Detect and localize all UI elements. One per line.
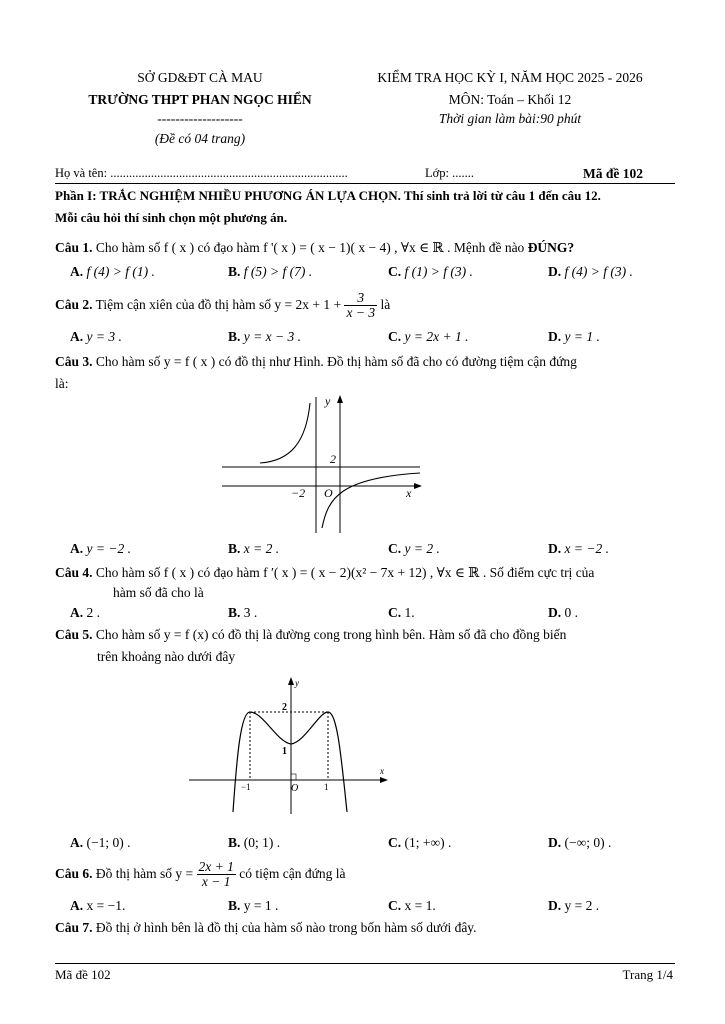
footer-exam-code: Mã đề 102 — [55, 967, 111, 982]
pages-note: (Đề có 04 trang) — [154, 131, 246, 146]
left-branch — [260, 403, 310, 463]
option-a — [70, 898, 125, 914]
question-emphasis: ĐÚNG? — [524, 240, 575, 255]
question-text: Đồ thị hàm số y = — [95, 865, 194, 881]
question-text: Đồ thị ở hình bên là đồ thị của hàm số nào trong bốn hàm số dưới đây. — [95, 920, 477, 935]
option-letter: C. — [388, 605, 402, 620]
question-number: Câu 6. — [55, 865, 93, 881]
option-text: y = 1 . — [564, 329, 600, 344]
option-text: x = 2 . — [243, 541, 280, 556]
label-plus-1: 1 — [324, 782, 329, 792]
fraction — [344, 291, 377, 320]
option-text: y = 2 . — [564, 898, 600, 913]
question-number: Câu 1. — [55, 240, 93, 255]
question-6 — [55, 860, 675, 889]
exam-code: Mã đề 102 — [583, 166, 643, 181]
option-text: 0 . — [564, 605, 578, 620]
option-b — [228, 898, 278, 914]
option-text: x = −1. — [86, 898, 126, 913]
option-letter: A. — [70, 329, 84, 344]
right-angle-marker — [291, 774, 296, 780]
school-name: TRƯỜNG THPT PHAN NGỌC HIỂN — [88, 92, 312, 107]
option-d — [548, 541, 609, 557]
option-d — [548, 605, 578, 621]
option-letter: B. — [228, 605, 241, 620]
option-letter: C. — [388, 835, 402, 850]
question-4 — [55, 565, 675, 581]
question-5-graph — [185, 674, 395, 816]
option-d — [548, 898, 599, 914]
option-text: y = 2x + 1 . — [404, 329, 469, 344]
option-d — [548, 329, 600, 345]
option-letter: B. — [228, 541, 241, 556]
header-rule — [55, 183, 675, 184]
question-text: Tiệm cận xiên của đồ thị hàm số y = 2x + 1 + — [95, 296, 342, 312]
option-b — [228, 329, 301, 345]
option-letter: D. — [548, 835, 562, 850]
option-d — [548, 835, 611, 851]
part1-heading: Phần I: TRẮC NGHIỆM NHIỀU PHƯƠNG ÁN LỰA CHỌN. Thí sinh trả lời từ câu 1 đến câu 12. — [55, 188, 601, 203]
fraction-numerator: 2x + 1 — [198, 859, 234, 874]
fraction-denominator: x − 3 — [346, 305, 376, 321]
subject: MÔN: Toán – Khối 12 — [448, 92, 572, 107]
origin-label: O — [291, 783, 299, 794]
option-letter: D. — [548, 329, 562, 344]
x-axis-arrow — [414, 483, 422, 489]
footer-page-number: Trang 1/4 — [622, 967, 673, 982]
option-text: (−1; 0) . — [86, 835, 131, 850]
question-3 — [55, 354, 675, 370]
option-letter: B. — [228, 329, 241, 344]
option-letter: C. — [388, 898, 402, 913]
option-text: (1; +∞) . — [404, 835, 452, 850]
x-axis-arrow — [380, 777, 388, 783]
option-letter: D. — [548, 898, 562, 913]
fraction-denominator: x − 1 — [197, 874, 236, 889]
label-2: 2 — [282, 702, 287, 713]
option-text: 3 . — [243, 605, 258, 620]
option-text: y = 1 . — [243, 898, 279, 913]
option-letter: C. — [388, 541, 402, 556]
option-letter: B. — [228, 835, 241, 850]
y-label: y — [295, 678, 299, 688]
question-text-end: có tiệm cận đứng là — [239, 865, 346, 881]
header-divider: ------------------- — [157, 111, 243, 126]
option-c — [388, 264, 473, 280]
question-3-graph — [220, 393, 425, 535]
option-letter: A. — [70, 835, 84, 850]
department-name: SỞ GD&ĐT CÀ MAU — [137, 70, 263, 85]
option-a — [70, 264, 155, 280]
option-a — [70, 541, 131, 557]
question-number: Câu 4. — [55, 565, 93, 580]
option-c — [388, 835, 451, 851]
question-text: Cho hàm số f ( x ) có đạo hàm f '( x ) = ( x − 1)( x − 4) , ∀x ∈ ℝ . Mệnh đề nào — [95, 240, 525, 255]
question-5 — [55, 627, 675, 643]
option-letter: C. — [388, 264, 402, 279]
question-number: Câu 3. — [55, 354, 93, 369]
fraction-numerator: 3 — [357, 290, 365, 305]
class-field: Lớp: ....... — [425, 166, 474, 180]
option-letter: A. — [70, 541, 84, 556]
option-text: y = 2 . — [404, 541, 440, 556]
option-letter: B. — [228, 898, 241, 913]
option-b — [228, 264, 312, 280]
fraction — [197, 860, 236, 889]
question-number: Câu 2. — [55, 296, 93, 312]
label-2: 2 — [330, 452, 336, 466]
option-letter: D. — [548, 541, 562, 556]
question-text-continued: trên khoảng nào dưới đây — [97, 649, 236, 664]
option-text: (0; 1) . — [243, 835, 281, 850]
y-label: y — [325, 394, 331, 408]
option-text: f (4) > f (1) . — [86, 264, 155, 279]
option-text: 1. — [404, 605, 415, 620]
y-axis-arrow — [337, 395, 343, 403]
option-text: f (1) > f (3) . — [404, 264, 473, 279]
question-1 — [55, 240, 675, 256]
option-c — [388, 541, 440, 557]
option-b — [228, 541, 279, 557]
option-b — [228, 605, 257, 621]
option-text: 2 . — [86, 605, 100, 620]
right-branch — [322, 473, 420, 528]
option-c — [388, 898, 436, 914]
option-text: y = 3 . — [86, 329, 122, 344]
option-text: y = −2 . — [86, 541, 131, 556]
option-text: y = x − 3 . — [243, 329, 301, 344]
option-letter: D. — [548, 264, 562, 279]
option-c — [388, 329, 468, 345]
x-label: x — [380, 766, 384, 776]
question-7 — [55, 920, 675, 936]
student-name-field: Họ và tên: ............................................................................ — [55, 166, 348, 180]
exam-time: Thời gian làm bài:90 phút — [438, 111, 582, 126]
option-letter: D. — [548, 605, 562, 620]
option-text: (−∞; 0) . — [564, 835, 612, 850]
option-text: f (5) > f (7) . — [243, 264, 313, 279]
option-d — [548, 264, 633, 280]
question-text-continued: là: — [55, 376, 69, 391]
question-text-end: là — [380, 296, 391, 312]
question-text: Cho hàm số y = f (x) có đồ thị là đường cong trong hình bên. Hàm số đã cho đồng biến — [95, 627, 567, 642]
option-letter: A. — [70, 605, 84, 620]
question-number: Câu 7. — [55, 920, 93, 935]
label-1: 1 — [282, 746, 287, 757]
origin-label: O — [324, 486, 333, 500]
label-minus-1: −1 — [241, 782, 251, 792]
exam-title: KIỂM TRA HỌC KỲ I, NĂM HỌC 2025 - 2026 — [377, 70, 643, 85]
option-letter: B. — [228, 264, 241, 279]
option-letter: A. — [70, 898, 84, 913]
option-letter: C. — [388, 329, 402, 344]
option-a — [70, 329, 122, 345]
option-b — [228, 835, 280, 851]
part1-instruction: Mỗi câu hỏi thí sinh chọn một phương án. — [55, 210, 288, 225]
option-text: x = 1. — [404, 898, 436, 913]
option-text: f (4) > f (3) . — [564, 264, 633, 279]
question-number: Câu 5. — [55, 627, 93, 642]
question-text: Cho hàm số y = f ( x ) có đồ thị như Hình. Đồ thị hàm số đã cho có đường tiệm cận đứng — [95, 354, 577, 369]
option-a — [70, 605, 100, 621]
option-a — [70, 835, 130, 851]
question-text: Cho hàm số f ( x ) có đạo hàm f ′( x ) = ( x − 2)(x² − 7x + 12) , ∀x ∈ ℝ . Số điểm cực trị của — [95, 565, 595, 580]
label-minus-2: −2 — [291, 486, 306, 500]
option-c — [388, 605, 415, 621]
option-letter: A. — [70, 264, 84, 279]
question-text-continued: hàm số đã cho là — [113, 585, 204, 600]
question-2 — [55, 291, 675, 320]
option-text: x = −2 . — [564, 541, 609, 556]
footer-rule — [55, 963, 675, 964]
x-label: x — [406, 486, 412, 500]
y-axis-arrow — [288, 677, 294, 685]
